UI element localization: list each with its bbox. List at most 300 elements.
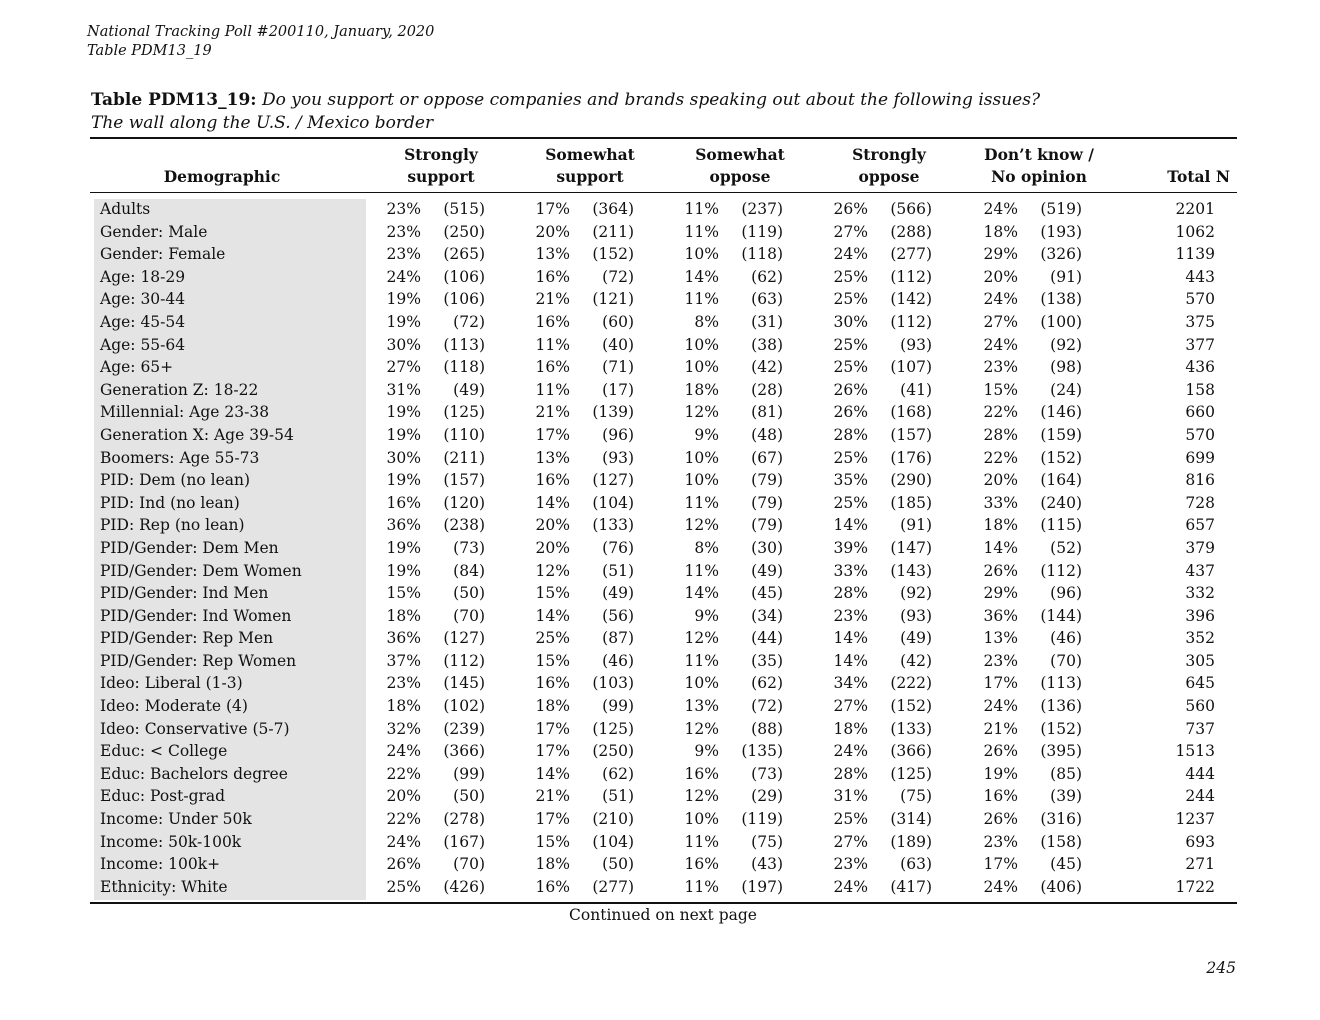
strongly-support-count: (72) <box>453 312 485 331</box>
dont-know-count: (152) <box>1040 719 1082 738</box>
demographic-cell: Income: Under 50k <box>100 810 252 829</box>
strongly-oppose-count: (125) <box>890 764 932 783</box>
strongly-support-pct: 27% <box>386 358 421 377</box>
somewhat-oppose-pct: 8% <box>694 538 719 557</box>
dont-know-count: (326) <box>1040 245 1082 264</box>
somewhat-support-count: (93) <box>602 448 634 467</box>
table-row <box>90 605 1237 628</box>
demographic-cell: Income: 50k-100k <box>100 832 242 851</box>
somewhat-support-count: (121) <box>592 290 634 309</box>
table-row <box>90 876 1237 899</box>
dont-know-count: (406) <box>1040 877 1082 896</box>
strongly-support-pct: 19% <box>386 403 421 422</box>
somewhat-support-count: (104) <box>592 832 634 851</box>
table-body <box>90 198 1237 898</box>
somewhat-support-pct: 25% <box>535 629 570 648</box>
demographic-cell: PID/Gender: Dem Men <box>100 538 279 557</box>
somewhat-support-count: (49) <box>602 584 634 603</box>
somewhat-support-count: (72) <box>602 267 634 286</box>
header-strongly-oppose <box>834 144 944 188</box>
strongly-oppose-pct: 24% <box>833 742 868 761</box>
somewhat-oppose-count: (62) <box>751 267 783 286</box>
table-caption <box>91 89 1040 135</box>
demographic-cell: Ideo: Moderate (4) <box>100 697 248 716</box>
somewhat-oppose-count: (49) <box>751 561 783 580</box>
demographic-cell: PID/Gender: Rep Men <box>100 629 274 648</box>
dont-know-pct: 26% <box>983 810 1018 829</box>
strongly-support-count: (250) <box>443 222 485 241</box>
strongly-support-pct: 20% <box>386 787 421 806</box>
somewhat-support-pct: 14% <box>535 606 570 625</box>
strongly-oppose-count: (176) <box>890 448 932 467</box>
table-row <box>90 650 1237 673</box>
somewhat-oppose-pct: 16% <box>684 764 719 783</box>
somewhat-support-count: (133) <box>592 516 634 535</box>
strongly-oppose-count: (49) <box>900 629 932 648</box>
strongly-oppose-pct: 25% <box>833 448 868 467</box>
dont-know-pct: 26% <box>983 742 1018 761</box>
strongly-oppose-pct: 28% <box>833 764 868 783</box>
dont-know-count: (159) <box>1040 425 1082 444</box>
strongly-support-count: (113) <box>443 335 485 354</box>
table-row <box>90 582 1237 605</box>
somewhat-oppose-pct: 14% <box>684 584 719 603</box>
strongly-support-pct: 24% <box>386 742 421 761</box>
dont-know-count: (85) <box>1050 764 1082 783</box>
somewhat-oppose-pct: 10% <box>684 674 719 693</box>
somewhat-oppose-count: (72) <box>751 697 783 716</box>
demographic-cell: Age: 55-64 <box>100 335 186 354</box>
somewhat-support-count: (152) <box>592 245 634 264</box>
somewhat-support-count: (17) <box>602 380 634 399</box>
strongly-support-pct: 23% <box>386 674 421 693</box>
strongly-support-count: (515) <box>443 200 485 218</box>
somewhat-oppose-pct: 11% <box>684 222 719 241</box>
somewhat-oppose-pct: 14% <box>684 267 719 286</box>
total-n-cell: 436 <box>1185 358 1215 377</box>
header-somewhat-support-line1: Somewhat <box>545 145 635 164</box>
demographic-cell: Ideo: Liberal (1-3) <box>100 674 243 693</box>
strongly-oppose-pct: 27% <box>833 222 868 241</box>
table-top-rule <box>90 137 1237 139</box>
total-n-cell: 379 <box>1185 538 1215 557</box>
table-row <box>90 808 1237 831</box>
total-n-cell: 271 <box>1185 855 1215 874</box>
somewhat-support-pct: 15% <box>535 584 570 603</box>
somewhat-support-pct: 18% <box>535 697 570 716</box>
strongly-oppose-pct: 18% <box>833 719 868 738</box>
somewhat-support-count: (125) <box>592 719 634 738</box>
strongly-oppose-pct: 23% <box>833 606 868 625</box>
somewhat-oppose-count: (62) <box>751 674 783 693</box>
somewhat-support-pct: 21% <box>535 403 570 422</box>
somewhat-support-pct: 17% <box>535 719 570 738</box>
strongly-support-count: (265) <box>443 245 485 264</box>
strongly-oppose-count: (133) <box>890 719 932 738</box>
somewhat-oppose-pct: 10% <box>684 358 719 377</box>
strongly-oppose-count: (157) <box>890 425 932 444</box>
table-row <box>90 469 1237 492</box>
dont-know-count: (138) <box>1040 290 1082 309</box>
strongly-support-count: (239) <box>443 719 485 738</box>
dont-know-count: (96) <box>1050 584 1082 603</box>
demographic-cell: PID: Rep (no lean) <box>100 516 245 535</box>
somewhat-support-pct: 17% <box>535 742 570 761</box>
somewhat-support-count: (62) <box>602 764 634 783</box>
dont-know-pct: 17% <box>983 674 1018 693</box>
somewhat-oppose-pct: 18% <box>684 380 719 399</box>
somewhat-oppose-pct: 11% <box>684 290 719 309</box>
page-number: 245 <box>1206 959 1236 977</box>
strongly-oppose-pct: 14% <box>833 629 868 648</box>
total-n-cell: 1139 <box>1175 245 1215 264</box>
strongly-oppose-pct: 28% <box>833 425 868 444</box>
strongly-support-pct: 19% <box>386 425 421 444</box>
strongly-oppose-count: (189) <box>890 832 932 851</box>
strongly-oppose-pct: 39% <box>833 538 868 557</box>
demographic-cell: Income: 100k+ <box>100 855 221 874</box>
table-row <box>90 831 1237 854</box>
dont-know-count: (164) <box>1040 471 1082 490</box>
somewhat-support-pct: 13% <box>535 245 570 264</box>
somewhat-oppose-pct: 11% <box>684 561 719 580</box>
strongly-support-pct: 18% <box>386 606 421 625</box>
strongly-oppose-pct: 14% <box>833 651 868 670</box>
strongly-support-count: (50) <box>453 787 485 806</box>
strongly-oppose-count: (152) <box>890 697 932 716</box>
table-row <box>90 560 1237 583</box>
somewhat-support-count: (210) <box>592 810 634 829</box>
strongly-support-pct: 36% <box>386 629 421 648</box>
dont-know-count: (39) <box>1050 787 1082 806</box>
strongly-oppose-count: (143) <box>890 561 932 580</box>
strongly-oppose-count: (107) <box>890 358 932 377</box>
strongly-oppose-pct: 24% <box>833 245 868 264</box>
header-strongly-oppose-line1: Strongly <box>852 145 926 164</box>
dont-know-pct: 22% <box>983 403 1018 422</box>
strongly-oppose-count: (277) <box>890 245 932 264</box>
strongly-support-pct: 26% <box>386 855 421 874</box>
header-strongly-support <box>386 144 496 188</box>
somewhat-support-count: (127) <box>592 471 634 490</box>
dont-know-count: (316) <box>1040 810 1082 829</box>
somewhat-support-pct: 11% <box>535 380 570 399</box>
somewhat-oppose-pct: 10% <box>684 448 719 467</box>
strongly-support-count: (211) <box>443 448 485 467</box>
somewhat-oppose-pct: 12% <box>684 719 719 738</box>
strongly-oppose-pct: 30% <box>833 312 868 331</box>
table-row <box>90 853 1237 876</box>
dont-know-pct: 33% <box>983 493 1018 512</box>
table-row <box>90 266 1237 289</box>
dont-know-pct: 29% <box>983 245 1018 264</box>
somewhat-oppose-count: (43) <box>751 855 783 874</box>
table-caption-question: Do you support or oppose companies and brands speaking out about the following issues? <box>261 90 1041 110</box>
strongly-support-pct: 30% <box>386 448 421 467</box>
somewhat-support-count: (71) <box>602 358 634 377</box>
strongly-support-count: (120) <box>443 493 485 512</box>
somewhat-oppose-pct: 10% <box>684 471 719 490</box>
table-row <box>90 379 1237 402</box>
somewhat-oppose-pct: 8% <box>694 312 719 331</box>
table-row <box>90 424 1237 447</box>
demographic-cell: Millennial: Age 23-38 <box>100 403 270 422</box>
table-header <box>90 144 1237 190</box>
demographic-cell: PID/Gender: Ind Women <box>100 606 292 625</box>
dont-know-pct: 24% <box>983 335 1018 354</box>
total-n-cell: 158 <box>1185 380 1215 399</box>
demographic-cell: Gender: Male <box>100 222 208 241</box>
somewhat-support-count: (99) <box>602 697 634 716</box>
somewhat-oppose-pct: 10% <box>684 810 719 829</box>
total-n-cell: 728 <box>1185 493 1215 512</box>
somewhat-support-pct: 20% <box>535 538 570 557</box>
total-n-cell: 660 <box>1185 403 1215 422</box>
somewhat-oppose-count: (118) <box>741 245 783 264</box>
somewhat-oppose-count: (29) <box>751 787 783 806</box>
strongly-oppose-pct: 26% <box>833 380 868 399</box>
somewhat-oppose-pct: 12% <box>684 516 719 535</box>
dont-know-count: (395) <box>1040 742 1082 761</box>
dont-know-pct: 24% <box>983 290 1018 309</box>
table-row <box>90 627 1237 650</box>
total-n-cell: 443 <box>1185 267 1215 286</box>
strongly-oppose-pct: 25% <box>833 493 868 512</box>
somewhat-support-pct: 21% <box>535 787 570 806</box>
strongly-oppose-count: (41) <box>900 380 932 399</box>
somewhat-oppose-pct: 16% <box>684 855 719 874</box>
total-n-cell: 332 <box>1185 584 1215 603</box>
somewhat-oppose-count: (197) <box>741 877 783 896</box>
strongly-oppose-count: (142) <box>890 290 932 309</box>
table-row <box>90 695 1237 718</box>
somewhat-oppose-pct: 10% <box>684 245 719 264</box>
somewhat-support-pct: 16% <box>535 358 570 377</box>
somewhat-support-count: (277) <box>592 877 634 896</box>
strongly-oppose-count: (222) <box>890 674 932 693</box>
somewhat-support-pct: 13% <box>535 448 570 467</box>
strongly-support-count: (127) <box>443 629 485 648</box>
running-head-table-id: Table PDM13_19 <box>87 43 212 59</box>
strongly-oppose-pct: 28% <box>833 584 868 603</box>
dont-know-pct: 29% <box>983 584 1018 603</box>
strongly-oppose-count: (112) <box>890 267 932 286</box>
strongly-oppose-count: (91) <box>900 516 932 535</box>
table-row <box>90 198 1237 221</box>
strongly-oppose-count: (566) <box>890 200 932 218</box>
table-caption-label: Table PDM13_19: <box>91 90 257 110</box>
dont-know-count: (92) <box>1050 335 1082 354</box>
strongly-support-count: (118) <box>443 358 485 377</box>
strongly-support-count: (110) <box>443 425 485 444</box>
strongly-support-pct: 23% <box>386 200 421 218</box>
strongly-support-pct: 30% <box>386 335 421 354</box>
dont-know-count: (91) <box>1050 267 1082 286</box>
demographic-cell: PID/Gender: Rep Women <box>100 651 297 670</box>
somewhat-support-count: (51) <box>602 787 634 806</box>
total-n-cell: 377 <box>1185 335 1215 354</box>
strongly-support-count: (157) <box>443 471 485 490</box>
demographic-cell: Age: 45-54 <box>100 312 186 331</box>
header-strongly-support-line1: Strongly <box>404 145 478 164</box>
dont-know-pct: 24% <box>983 697 1018 716</box>
strongly-support-pct: 32% <box>386 719 421 738</box>
strongly-support-count: (70) <box>453 855 485 874</box>
dont-know-pct: 23% <box>983 358 1018 377</box>
dont-know-pct: 17% <box>983 855 1018 874</box>
strongly-oppose-count: (185) <box>890 493 932 512</box>
total-n-cell: 657 <box>1185 516 1215 535</box>
strongly-oppose-pct: 14% <box>833 516 868 535</box>
somewhat-support-pct: 18% <box>535 855 570 874</box>
total-n-cell: 437 <box>1185 561 1215 580</box>
dont-know-pct: 20% <box>983 471 1018 490</box>
somewhat-support-pct: 16% <box>535 471 570 490</box>
somewhat-oppose-pct: 12% <box>684 787 719 806</box>
somewhat-oppose-count: (31) <box>751 312 783 331</box>
somewhat-support-count: (139) <box>592 403 634 422</box>
somewhat-support-pct: 12% <box>535 561 570 580</box>
somewhat-oppose-count: (28) <box>751 380 783 399</box>
dont-know-pct: 27% <box>983 312 1018 331</box>
somewhat-support-count: (103) <box>592 674 634 693</box>
demographic-cell: PID: Ind (no lean) <box>100 493 240 512</box>
header-somewhat-oppose-line1: Somewhat <box>695 145 785 164</box>
strongly-oppose-pct: 27% <box>833 832 868 851</box>
strongly-support-count: (106) <box>443 290 485 309</box>
dont-know-pct: 21% <box>983 719 1018 738</box>
table-row <box>90 447 1237 470</box>
header-strongly-support-line2: support <box>407 167 475 186</box>
strongly-support-pct: 36% <box>386 516 421 535</box>
header-total-n-label: Total N <box>1167 167 1230 186</box>
dont-know-count: (519) <box>1040 200 1082 218</box>
somewhat-support-count: (250) <box>592 742 634 761</box>
strongly-oppose-count: (92) <box>900 584 932 603</box>
somewhat-support-count: (211) <box>592 222 634 241</box>
somewhat-support-pct: 16% <box>535 267 570 286</box>
somewhat-oppose-count: (119) <box>741 810 783 829</box>
continued-note: Continued on next page <box>569 906 757 924</box>
somewhat-support-count: (46) <box>602 651 634 670</box>
strongly-support-pct: 15% <box>386 584 421 603</box>
strongly-support-pct: 24% <box>386 832 421 851</box>
strongly-support-count: (73) <box>453 538 485 557</box>
header-dont-know-line1: Don’t know / <box>984 145 1094 164</box>
somewhat-oppose-pct: 12% <box>684 403 719 422</box>
somewhat-support-count: (60) <box>602 312 634 331</box>
strongly-oppose-count: (147) <box>890 538 932 557</box>
strongly-support-pct: 19% <box>386 561 421 580</box>
somewhat-oppose-count: (48) <box>751 425 783 444</box>
strongly-oppose-pct: 25% <box>833 335 868 354</box>
somewhat-support-pct: 17% <box>535 810 570 829</box>
dont-know-count: (240) <box>1040 493 1082 512</box>
strongly-oppose-count: (93) <box>900 335 932 354</box>
total-n-cell: 1062 <box>1175 222 1215 241</box>
running-head <box>87 23 434 61</box>
total-n-cell: 699 <box>1185 448 1215 467</box>
strongly-support-pct: 16% <box>386 493 421 512</box>
header-somewhat-support <box>535 144 645 188</box>
table-row <box>90 514 1237 537</box>
strongly-support-count: (84) <box>453 561 485 580</box>
strongly-support-count: (112) <box>443 651 485 670</box>
somewhat-support-count: (56) <box>602 606 634 625</box>
dont-know-count: (193) <box>1040 222 1082 241</box>
somewhat-support-pct: 20% <box>535 516 570 535</box>
total-n-cell: 693 <box>1185 832 1215 851</box>
dont-know-count: (24) <box>1050 380 1082 399</box>
dont-know-count: (70) <box>1050 651 1082 670</box>
somewhat-support-pct: 16% <box>535 674 570 693</box>
somewhat-oppose-pct: 11% <box>684 877 719 896</box>
somewhat-support-pct: 17% <box>535 425 570 444</box>
header-somewhat-support-line2: support <box>556 167 624 186</box>
strongly-support-count: (145) <box>443 674 485 693</box>
somewhat-support-count: (76) <box>602 538 634 557</box>
demographic-cell: Age: 30-44 <box>100 290 186 309</box>
strongly-oppose-pct: 25% <box>833 267 868 286</box>
demographic-cell: Age: 18-29 <box>100 267 186 286</box>
demographic-cell: Boomers: Age 55-73 <box>100 448 260 467</box>
dont-know-count: (45) <box>1050 855 1082 874</box>
total-n-cell: 570 <box>1185 290 1215 309</box>
total-n-cell: 570 <box>1185 425 1215 444</box>
dont-know-pct: 23% <box>983 651 1018 670</box>
strongly-oppose-pct: 31% <box>833 787 868 806</box>
total-n-cell: 396 <box>1185 606 1215 625</box>
strongly-support-pct: 18% <box>386 697 421 716</box>
table-row <box>90 288 1237 311</box>
dont-know-pct: 26% <box>983 561 1018 580</box>
total-n-cell: 816 <box>1185 471 1215 490</box>
total-n-cell: 244 <box>1185 787 1215 806</box>
somewhat-support-pct: 15% <box>535 832 570 851</box>
somewhat-oppose-count: (63) <box>751 290 783 309</box>
header-demographic-label: Demographic <box>163 167 281 186</box>
strongly-oppose-pct: 27% <box>833 697 868 716</box>
total-n-cell: 1722 <box>1175 877 1215 896</box>
demographic-cell: Adults <box>100 200 151 218</box>
dont-know-count: (112) <box>1040 561 1082 580</box>
somewhat-oppose-count: (75) <box>751 832 783 851</box>
somewhat-oppose-pct: 10% <box>684 335 719 354</box>
strongly-oppose-pct: 24% <box>833 877 868 896</box>
somewhat-oppose-count: (81) <box>751 403 783 422</box>
strongly-support-count: (99) <box>453 764 485 783</box>
somewhat-support-pct: 15% <box>535 651 570 670</box>
dont-know-count: (144) <box>1040 606 1082 625</box>
somewhat-oppose-pct: 11% <box>684 651 719 670</box>
strongly-oppose-pct: 35% <box>833 471 868 490</box>
somewhat-support-count: (40) <box>602 335 634 354</box>
dont-know-pct: 24% <box>983 877 1018 896</box>
somewhat-oppose-count: (38) <box>751 335 783 354</box>
demographic-cell: Ideo: Conservative (5-7) <box>100 719 290 738</box>
somewhat-oppose-count: (42) <box>751 358 783 377</box>
strongly-oppose-pct: 25% <box>833 290 868 309</box>
table-row <box>90 221 1237 244</box>
somewhat-support-pct: 16% <box>535 312 570 331</box>
somewhat-oppose-count: (135) <box>741 742 783 761</box>
dont-know-pct: 15% <box>983 380 1018 399</box>
strongly-support-count: (106) <box>443 267 485 286</box>
table-row <box>90 356 1237 379</box>
strongly-support-count: (366) <box>443 742 485 761</box>
strongly-support-pct: 23% <box>386 245 421 264</box>
somewhat-oppose-count: (79) <box>751 493 783 512</box>
